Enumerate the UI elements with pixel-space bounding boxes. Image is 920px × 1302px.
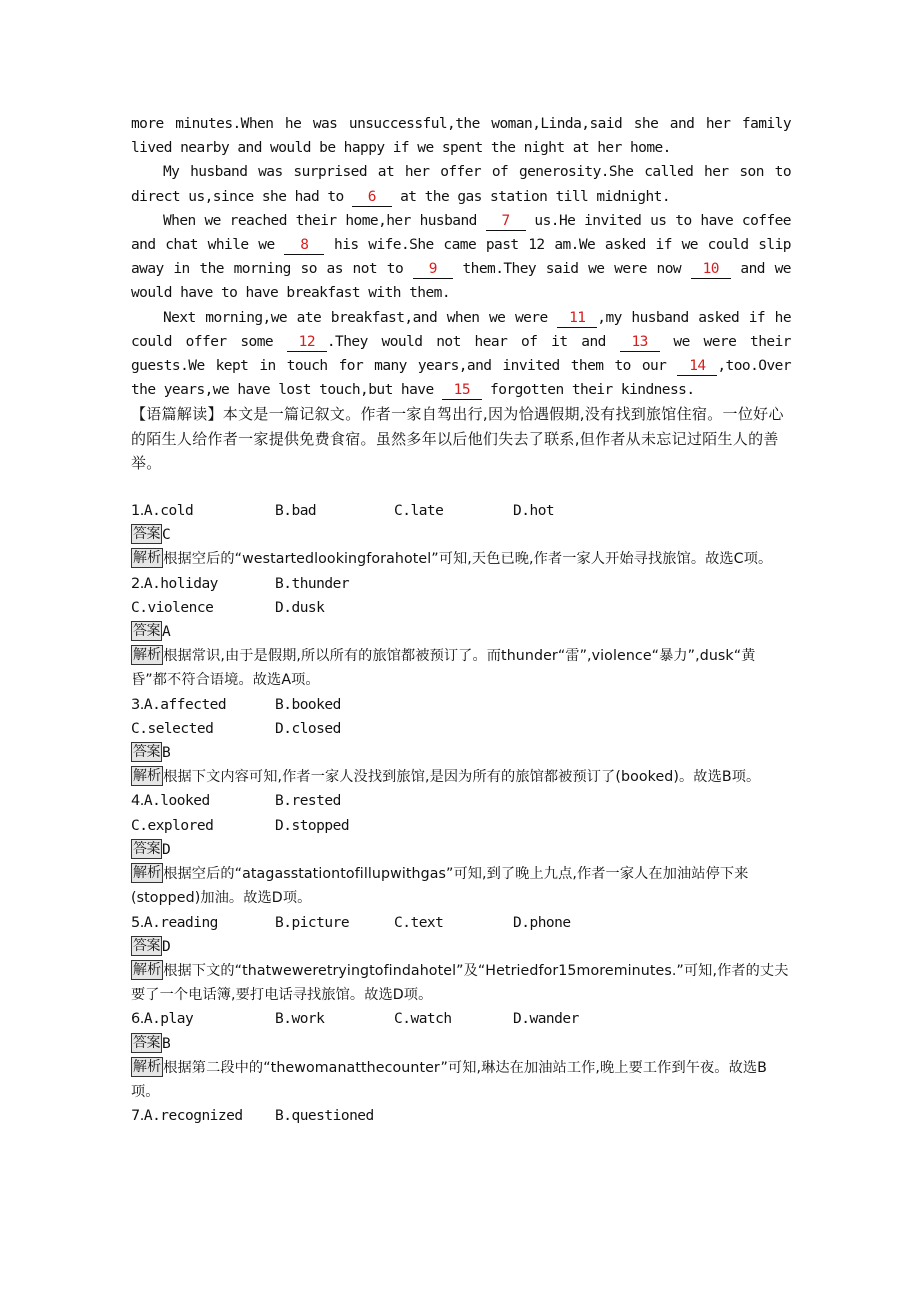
option-a: A.recognized [143,1108,243,1125]
question-6-options [131,1007,791,1031]
passage-text: ,too.Over the years,we have lost touch,but have [131,358,791,399]
blank-11: 11 [557,309,597,328]
passage-text: My husband was surprised at her offer of generosity.She called her son to direct us,since she had to [131,164,791,205]
passage-text: his wife.She came past 12 am.We asked if we could slip away in the morning so as not to [131,237,791,278]
blank-13: 13 [620,333,660,352]
question-2-answer [131,620,791,644]
option-c: C.watch [394,1011,452,1028]
passage-text: them.They said we were now [462,261,682,278]
passage-text: Next morning,we ate breakfast,and when we were [163,309,548,326]
answer-tag: 答案 [133,526,160,543]
passage-paragraph-4 [131,306,791,403]
question-4-analysis [131,862,791,910]
option-a: A.affected [143,696,227,713]
analysis-tag: 解析 [133,1058,162,1075]
question-number: 6. [131,1011,144,1028]
passage-text: When we reached their home,her husband [163,212,477,229]
option-d: D.closed [275,720,341,737]
blank-14: 14 [677,357,717,376]
option-b: B.bad [275,503,317,520]
blank-7: 7 [486,212,526,231]
question-2-analysis [131,644,791,692]
question-5-analysis [131,959,791,1007]
analysis-tag: 解析 [133,550,162,567]
analysis-tag: 解析 [133,865,162,882]
question-3-options-row1 [131,693,791,717]
blank-9: 9 [413,260,453,279]
question-2-options-row1 [131,572,791,596]
answer-value: D [162,938,171,955]
answer-value: D [162,841,171,858]
option-d: D.wander [513,1011,579,1028]
option-a: A.looked [143,793,210,810]
question-1-answer [131,523,791,547]
answer-value: C [162,527,171,544]
option-c: C.selected [131,720,214,737]
option-c: C.text [394,914,444,931]
blank-8: 8 [284,236,324,255]
question-3-options-row2 [131,717,791,741]
question-3-analysis [131,765,791,789]
answer-tag: 答案 [133,840,160,857]
question-6-answer [131,1032,791,1056]
question-number: 3. [131,696,144,713]
analysis-tag: 解析 [133,647,162,664]
analysis-text: 根据空后的“atagasstationtofillupwithgas”可知,到了晚上九点,作者一家人在加油站停下来(stopped)加油。故选D项。 [131,866,749,907]
analysis-text: 根据第二段中的“thewomanatthecounter”可知,琳达在加油站工作,晚上要工作到午夜。故选B项。 [131,1059,768,1100]
document-page [131,112,791,1128]
option-b: B.thunder [275,575,350,592]
answer-tag: 答案 [133,1034,160,1051]
passage-text: .They would not hear of it and [326,333,606,350]
option-d: D.hot [513,503,555,520]
option-a: A.play [143,1011,194,1028]
passage-paragraph-1 [131,112,791,160]
analysis-text: 根据空后的“westartedlookingforahotel”可知,天色已晚,作者一家人开始寻找旅馆。故选C项。 [163,551,773,568]
passage-text: more minutes.When he was unsuccessful,the woman,Linda,said she and her family lived nearby and would be happy if we spent the night at her home. [131,116,791,157]
option-c: C.late [394,503,444,520]
passage-text: at the gas station till midnight. [400,188,670,205]
option-c: C.violence [131,599,214,616]
blank-12: 12 [287,333,327,352]
answer-tag: 答案 [133,744,160,761]
option-d: D.dusk [275,599,325,616]
question-number: 7. [131,1108,144,1125]
passage-text: us.He invited us to have coffee and chat while we [131,212,791,254]
answer-value: B [162,1035,171,1052]
passage-text: we were their guests.We kept in touch for many years,and invited them to our [131,333,791,375]
question-4-answer [131,838,791,862]
analysis-text: 根据下文的“thatweweretryingtofindahotel”及“Hetriedfor15moreminutes.”可知,作者的丈夫要了一个电话簿,要打电话寻找旅馆。故选D项。 [131,962,789,1004]
analysis-tag: 解析 [133,768,162,785]
question-5-answer [131,935,791,959]
question-7-options [131,1104,791,1128]
option-b: B.questioned [275,1108,374,1125]
passage-text: forgotten their kindness. [490,382,695,399]
blank-6: 6 [352,188,392,207]
passage-paragraph-3 [131,209,791,306]
analysis-text: 根据下文内容可知,作者一家人没找到旅馆,是因为所有的旅馆都被预订了(booked)。故选B项。 [163,769,761,786]
section-gap [131,475,791,499]
option-c: C.explored [131,817,214,834]
passage-summary: 【语篇解读】本文是一篇记叙文。作者一家自驾出行,因为恰遇假期,没有找到旅馆住宿。一位好心的陌生人给作者一家提供免费食宿。虽然多年以后他们失去了联系,但作者从未忘记过陌生人的善举。 [131,405,784,472]
analysis-text: 根据常识,由于是假期,所以所有的旅馆都被预订了。而thunder“雷”,violence“暴力”,dusk“黄昏”都不符合语境。故选A项。 [131,648,756,689]
option-b: B.work [275,1011,325,1028]
question-number: 2. [131,575,144,592]
question-1-options [131,499,791,523]
option-a: A.reading [143,914,218,931]
answer-value: B [162,745,171,762]
blank-10: 10 [691,260,731,279]
answer-tag: 答案 [133,623,160,640]
question-6-analysis [131,1056,791,1104]
question-3-answer [131,741,791,765]
question-number: 4. [131,793,144,810]
question-1-analysis [131,547,791,571]
question-number: 1. [131,503,144,520]
option-b: B.rested [275,793,341,810]
answer-tag: 答案 [133,937,160,954]
question-4-options-row2 [131,814,791,838]
question-2-options-row2 [131,596,791,620]
question-4-options-row1 [131,789,791,813]
option-d: D.stopped [275,817,350,834]
option-b: B.booked [275,696,341,713]
passage-paragraph-2 [131,160,791,208]
option-b: B.picture [275,914,350,931]
option-a: A.holiday [143,575,218,592]
option-a: A.cold [143,503,194,520]
passage-text: ,my husband asked if he could offer some [131,309,791,350]
passage-text: and we would have to have breakfast with them. [131,261,791,302]
option-d: D.phone [513,914,571,931]
answer-value: A [162,624,171,641]
question-5-options [131,911,791,935]
blank-15: 15 [442,381,482,400]
question-number: 5. [131,914,144,931]
analysis-tag: 解析 [133,961,162,978]
